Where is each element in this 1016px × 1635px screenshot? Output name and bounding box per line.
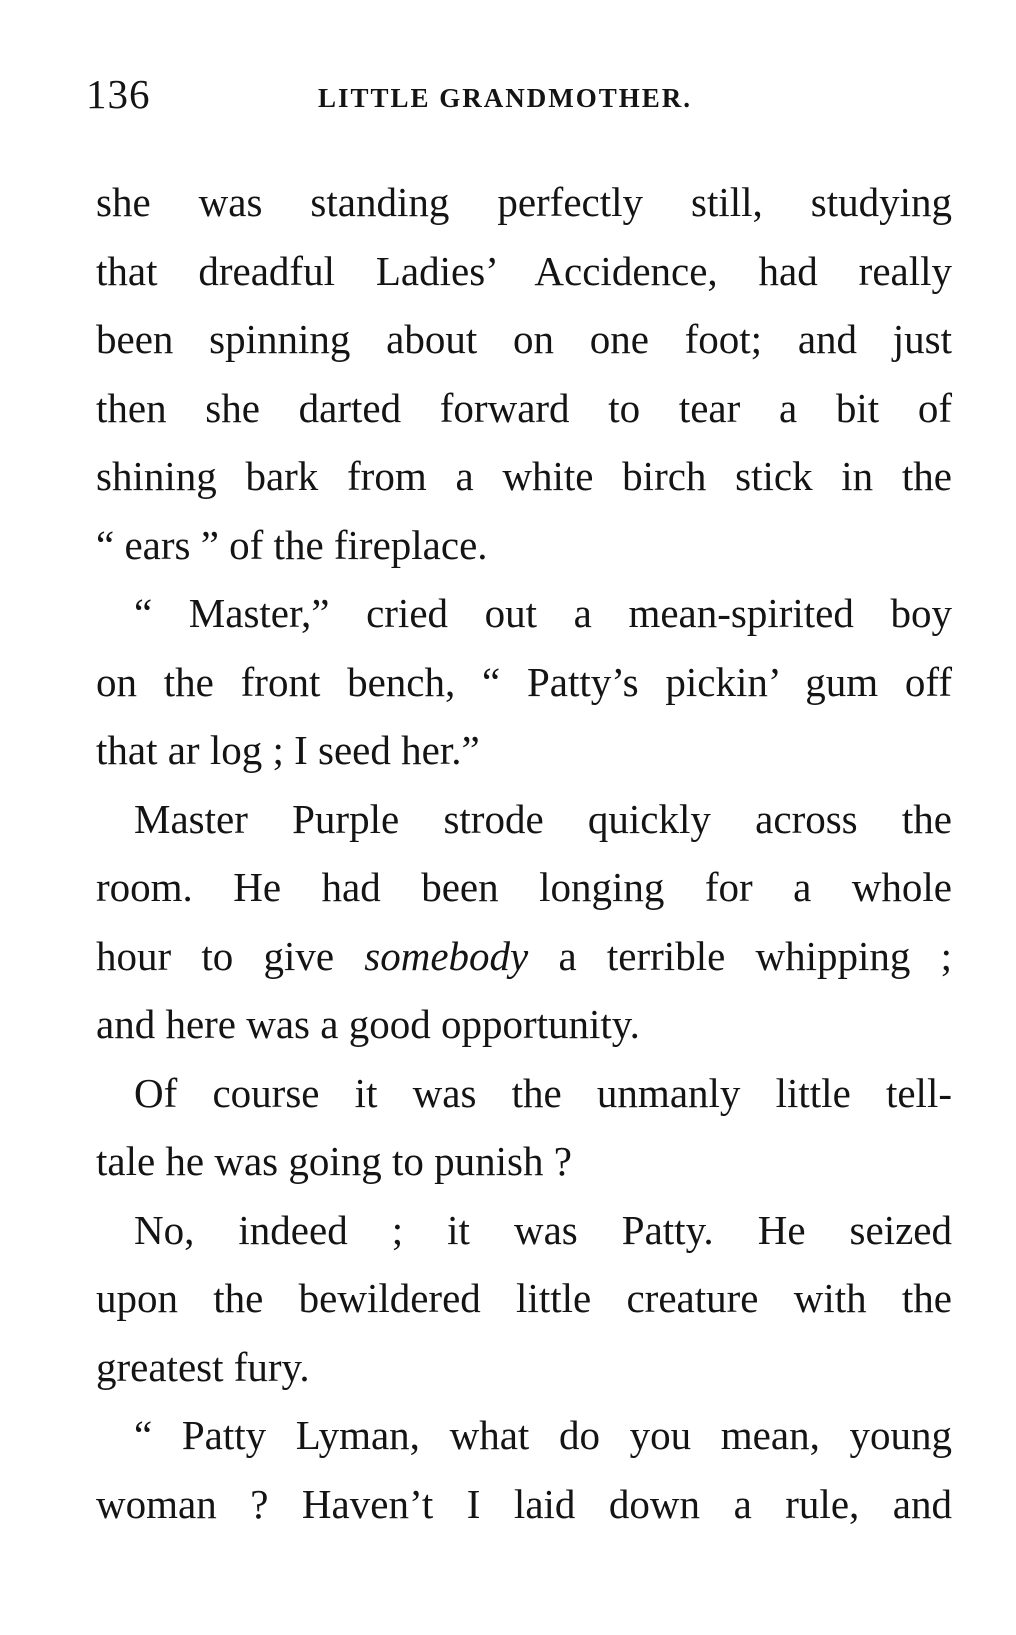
text-line: Master Purple strode quickly across the: [134, 795, 952, 842]
text-line: “ Master,” cried out a mean-spirited boy: [134, 590, 952, 636]
text-segment: hour to give: [96, 932, 335, 979]
text-line: that dreadful Ladies’ Accidence, had really: [96, 247, 952, 294]
text-line: “ ears ” of the fireplace.: [96, 521, 488, 568]
body-text: [96, 168, 952, 1538]
text-line: on the front bench, “ Patty’s pickin’ gum off: [96, 658, 952, 705]
page-number: 136: [86, 71, 151, 117]
text-line: shining bark from a white birch stick in the: [96, 453, 952, 499]
text-line: then she darted forward to tear a bit of: [96, 384, 952, 431]
running-head: [86, 64, 946, 124]
text-line: room. He had been longing for a whole: [96, 864, 952, 910]
running-title: LITTLE GRANDMOTHER.: [318, 83, 693, 113]
text-line: and here was a good opportunity.: [96, 1001, 640, 1047]
text-line: upon the bewildered little creature with the: [96, 1275, 952, 1321]
text-line: greatest fury.: [96, 1343, 310, 1390]
text-line: “ Patty Lyman, what do you mean, young: [134, 1412, 952, 1458]
text-line-with-italic: [96, 922, 952, 991]
text-line: tale he was going to punish ?: [96, 1138, 572, 1184]
text-line: that ar log ; I seed her.”: [96, 727, 480, 773]
text-line: she was standing perfectly still, studying: [96, 179, 952, 225]
italic-word: somebody: [364, 932, 529, 979]
text-segment: a terrible whipping ;: [558, 932, 952, 979]
text-line: woman ? Haven’t I laid down a rule, and: [96, 1480, 952, 1527]
text-line: No, indeed ; it was Patty. He seized: [134, 1206, 952, 1253]
text-line: been spinning about on one foot; and just: [96, 316, 952, 362]
text-line: Of course it was the unmanly little tell-: [134, 1069, 952, 1116]
